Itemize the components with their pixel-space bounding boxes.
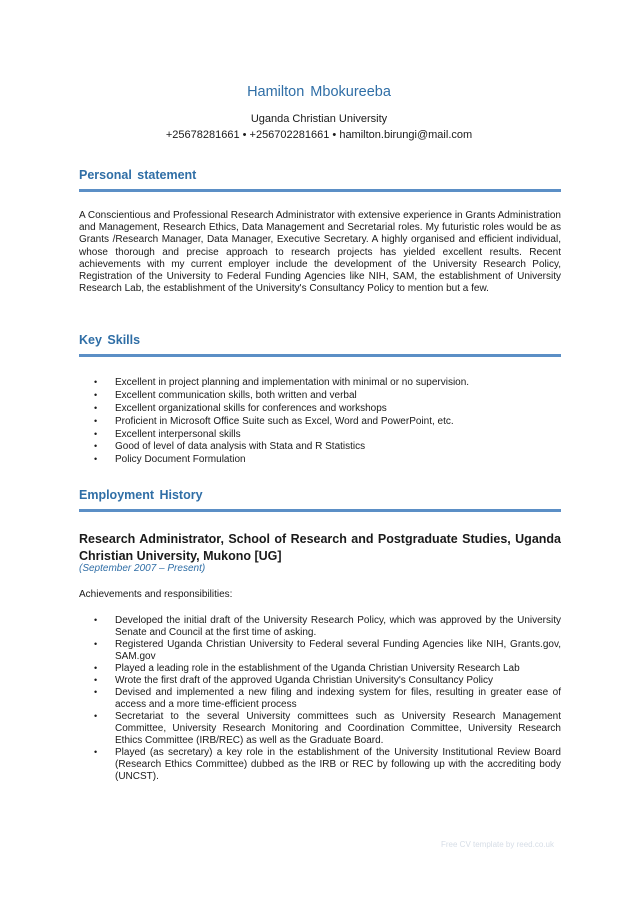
list-item: • Policy Document Formulation	[94, 454, 246, 466]
bullet-icon: •	[94, 441, 98, 452]
list-item: • Proficient in Microsoft Office Suite such as Excel, Word and PowerPoint, etc.	[94, 415, 454, 427]
bullet-icon: •	[94, 402, 98, 413]
section-title-key-skills: Key Skills	[79, 333, 141, 347]
bullet-icon: •	[94, 389, 98, 400]
key-skills-list	[94, 377, 561, 467]
list-item: • Secretariat to the several University committees such as University Research Management Committee, University Research Monitoring and Coordination Committee, University Research Ethics Committee (IRB/REC) as well as the Graduate Board.	[94, 711, 561, 746]
bullet-icon: •	[94, 687, 98, 698]
job-title: Research Administrator, School of Research and Postgraduate Studies, Uganda Christian University, Mukono [UG]	[79, 532, 561, 563]
duties-list	[94, 615, 561, 783]
bullet-icon: •	[94, 747, 98, 758]
list-item: • Excellent communication skills, both written and verbal	[94, 389, 357, 401]
bullet-icon: •	[94, 675, 98, 686]
bullet-icon: •	[94, 415, 98, 426]
footer-watermark: Free CV template by reed.co.uk	[441, 840, 554, 849]
bullet-icon: •	[94, 377, 98, 387]
section-divider	[79, 189, 561, 192]
list-item: • Excellent in project planning and implementation with minimal or no supervision.	[94, 377, 470, 388]
bullet-icon: •	[94, 662, 98, 673]
section-divider	[79, 509, 561, 512]
candidate-name: Hamilton Mbokureeba	[247, 84, 391, 100]
candidate-university: Uganda Christian University	[250, 113, 388, 125]
list-item: • Played (as secretary) a key role in the establishment of the University Institutional Review Board (Research Ethics Committee) dubbed as the IRB or REC by following up with the accrediting body (UNCST).	[94, 747, 561, 782]
list-item: • Excellent organizational skills for conferences and workshops	[94, 402, 387, 414]
list-item: • Devised and implemented a new filing and indexing system for files, resulting in greater ease of access and a more time-efficient process	[94, 687, 561, 711]
bullet-icon: •	[94, 711, 98, 722]
section-title-employment-history: Employment History	[79, 488, 203, 502]
list-item: • Played a leading role in the establishment of the Uganda Christian University Research Lab	[94, 662, 520, 674]
bullet-icon: •	[94, 615, 98, 625]
list-item: • Good of level of data analysis with Stata and R Statistics	[94, 441, 366, 453]
list-item: • Developed the initial draft of the University Research Policy, which was approved by the University Senate and Council at the first time of asking.	[94, 615, 561, 638]
candidate-contact: +25678281661 • +256702281661 • hamilton.birungi@mail.com	[165, 129, 473, 141]
list-item: • Registered Uganda Christian University to Federal several Funding Agencies like NIH, Grants.gov, SAM.gov	[94, 638, 561, 662]
list-item: • Excellent interpersonal skills	[94, 428, 241, 440]
job-dates: (September 2007 – Present)	[79, 563, 206, 574]
section-divider	[79, 354, 561, 357]
list-item: • Wrote the first draft of the approved Uganda Christian University's Consultancy Policy	[94, 675, 494, 687]
section-title-personal-statement: Personal statement	[79, 168, 197, 182]
bullet-icon: •	[94, 428, 98, 439]
achievements-label: Achievements and responsibilities:	[79, 589, 233, 600]
bullet-icon: •	[94, 638, 98, 649]
bullet-icon: •	[94, 454, 98, 465]
personal-statement-text: A Conscientious and Professional Research Administrator with extensive experience in Grants Administration and Management, Research Ethics, Data Management and Secretarial roles. My futuristic roles would be as Grants /Research Manager, Data Manager, Executive Secretary. A highly organised and efficient individual, whose thorough and precise approach to research projects has yielded excellent results. Recent achievements with my current employer include the development of the University Research Policy, Registration of the University to Federal Funding Agencies like NIH, SAM, the establishment of University Research Lab, the establishment of the University's Consultancy Policy to mention but a few.	[79, 210, 561, 295]
